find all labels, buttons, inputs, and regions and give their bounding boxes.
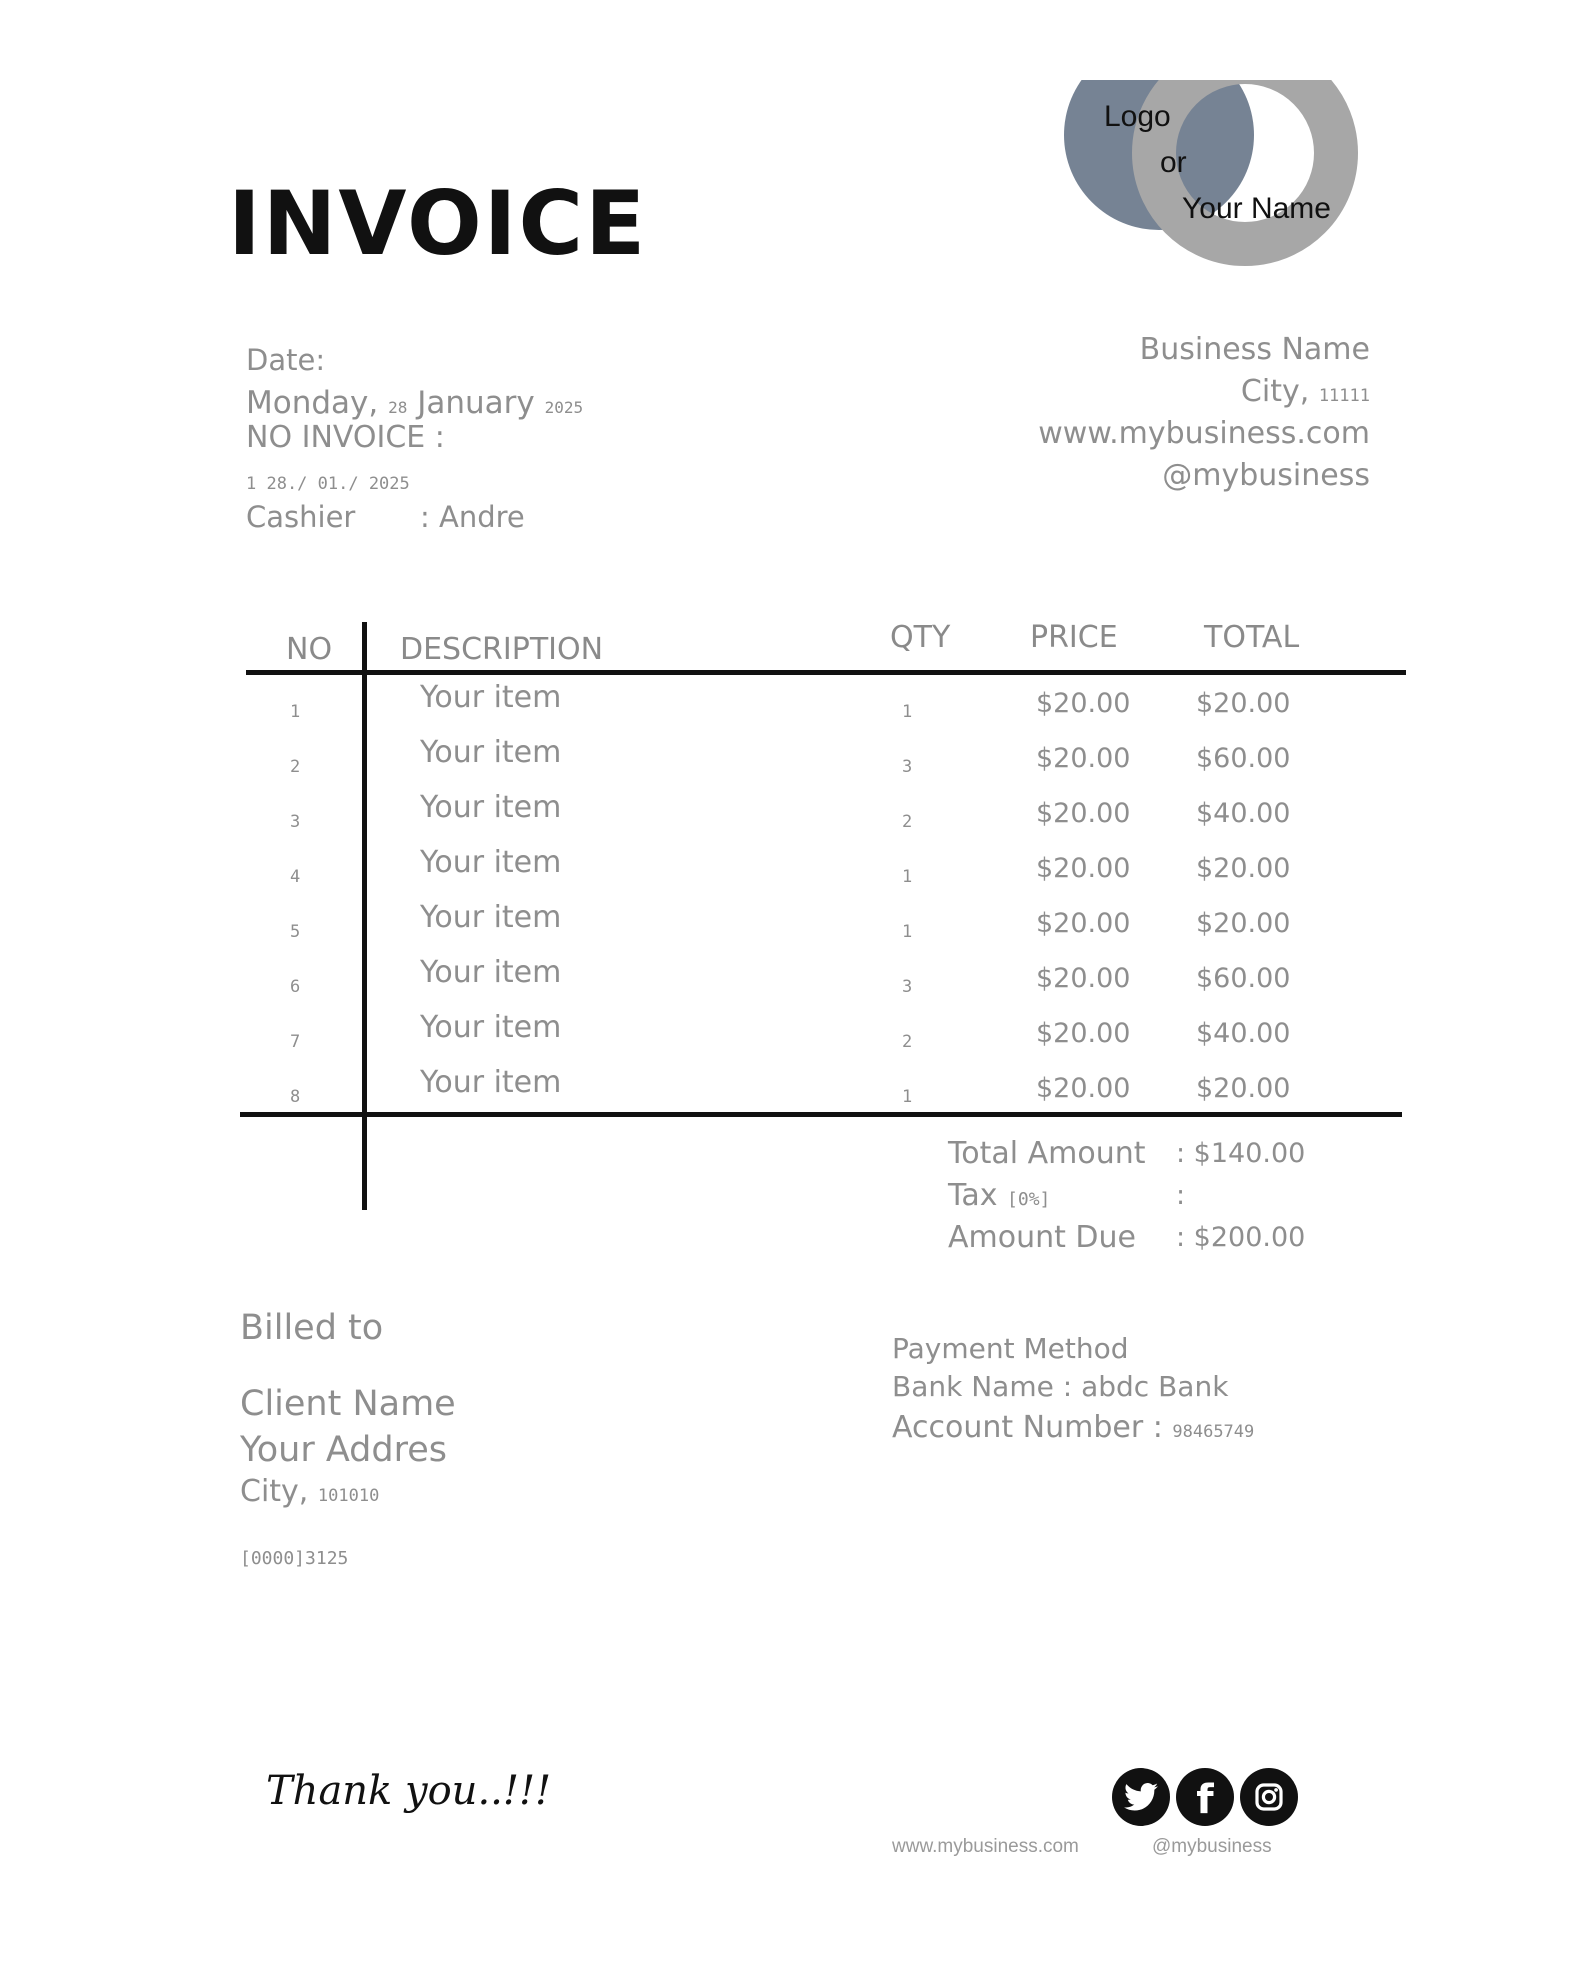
row-description: Your item xyxy=(420,1065,562,1100)
date-value xyxy=(246,385,583,421)
row-qty: 2 xyxy=(902,812,913,832)
cashier-label: Cashier xyxy=(246,500,356,534)
row-description: Your item xyxy=(420,680,562,715)
business-website: www.mybusiness.com xyxy=(1038,416,1370,451)
footer-website: www.mybusiness.com xyxy=(892,1836,1079,1857)
account-number-value: 98465749 xyxy=(1172,1422,1255,1442)
business-city xyxy=(1241,374,1370,409)
date-year: 2025 xyxy=(544,398,584,417)
row-qty: 1 xyxy=(902,922,913,942)
invoice-number-label: NO INVOICE : xyxy=(246,420,445,455)
bank-name xyxy=(892,1370,1228,1403)
logo xyxy=(1060,80,1410,320)
total-amount-label: Total Amount xyxy=(948,1136,1146,1171)
client-phone: [0000]3125 xyxy=(240,1548,349,1569)
row-no: 4 xyxy=(290,867,301,887)
tax-value: : xyxy=(1176,1180,1186,1211)
row-no: 8 xyxy=(290,1087,301,1107)
row-price: $20.00 xyxy=(1036,688,1131,719)
row-qty: 2 xyxy=(902,1032,913,1052)
col-header-price: PRICE xyxy=(1030,620,1118,655)
account-number xyxy=(892,1410,1254,1445)
table-header-rule xyxy=(246,670,1406,675)
client-address: Your Addres xyxy=(240,1430,447,1470)
row-total: $20.00 xyxy=(1196,688,1291,719)
row-price: $20.00 xyxy=(1036,853,1131,884)
business-zip: 11111 xyxy=(1318,386,1370,406)
row-total: $60.00 xyxy=(1196,963,1291,994)
row-description: Your item xyxy=(420,735,562,770)
payment-method-heading: Payment Method xyxy=(892,1332,1129,1365)
logo-text-3: Your Name xyxy=(1182,192,1331,225)
row-description: Your item xyxy=(420,845,562,880)
billed-to-heading: Billed to xyxy=(240,1308,384,1348)
row-qty: 3 xyxy=(902,977,913,997)
thank-you-note: Thank you..!!! xyxy=(266,1768,552,1814)
table-row xyxy=(0,790,1588,845)
row-no: 2 xyxy=(290,757,301,777)
business-handle: @mybusiness xyxy=(1162,458,1370,493)
total-amount-value: : $140.00 xyxy=(1176,1138,1306,1169)
row-total: $20.00 xyxy=(1196,853,1291,884)
logo-text-1: Logo xyxy=(1104,100,1171,133)
row-description: Your item xyxy=(420,790,562,825)
table-row xyxy=(0,845,1588,900)
col-header-description: DESCRIPTION xyxy=(400,632,604,667)
row-description: Your item xyxy=(420,1010,562,1045)
row-price: $20.00 xyxy=(1036,908,1131,939)
footer-handle: @mybusiness xyxy=(1152,1836,1272,1857)
bank-name-label: Bank Name : xyxy=(892,1370,1073,1403)
col-header-qty: QTY xyxy=(890,620,951,655)
row-no: 5 xyxy=(290,922,301,942)
row-no: 1 xyxy=(290,702,301,722)
row-total: $20.00 xyxy=(1196,908,1291,939)
business-name: Business Name xyxy=(1139,332,1370,367)
tax-label xyxy=(948,1178,1050,1213)
row-qty: 3 xyxy=(902,757,913,777)
row-price: $20.00 xyxy=(1036,963,1131,994)
row-total: $20.00 xyxy=(1196,1073,1291,1104)
invoice-number: 1 28./ 01./ 2025 xyxy=(246,474,410,494)
row-description: Your item xyxy=(420,955,562,990)
date-dd: 28 xyxy=(388,398,408,417)
amount-due-value: : $200.00 xyxy=(1176,1222,1306,1253)
social-icons xyxy=(1112,1768,1298,1826)
row-qty: 1 xyxy=(902,1087,913,1107)
tax-rate: [0%] xyxy=(1007,1189,1051,1210)
client-zip: 101010 xyxy=(317,1486,380,1506)
date-day: Monday, xyxy=(246,385,379,421)
client-city-name: City, xyxy=(240,1474,309,1509)
table-row xyxy=(0,1010,1588,1065)
facebook-icon[interactable]: f xyxy=(1176,1768,1234,1826)
row-price: $20.00 xyxy=(1036,1073,1131,1104)
row-price: $20.00 xyxy=(1036,1018,1131,1049)
row-description: Your item xyxy=(420,900,562,935)
row-qty: 1 xyxy=(902,702,913,722)
client-city xyxy=(240,1474,379,1509)
row-price: $20.00 xyxy=(1036,798,1131,829)
row-total: $40.00 xyxy=(1196,798,1291,829)
date-label: Date: xyxy=(246,343,326,377)
table-row xyxy=(0,900,1588,955)
cashier-value: : Andre xyxy=(420,500,525,534)
amount-due-label: Amount Due xyxy=(948,1220,1136,1255)
col-header-total: TOTAL xyxy=(1204,620,1300,655)
row-qty: 1 xyxy=(902,867,913,887)
table-row xyxy=(0,955,1588,1010)
row-no: 6 xyxy=(290,977,301,997)
bank-name-value: abdc Bank xyxy=(1081,1370,1229,1403)
date-month: January xyxy=(417,385,535,421)
business-city-name: City, xyxy=(1240,374,1310,409)
invoice-title: INVOICE xyxy=(228,172,648,275)
col-header-no: NO xyxy=(286,632,333,667)
logo-text-2: or xyxy=(1160,146,1187,179)
instagram-icon[interactable] xyxy=(1240,1768,1298,1826)
table-row xyxy=(0,1065,1588,1120)
tax-label-text: Tax xyxy=(948,1178,998,1213)
table-row xyxy=(0,680,1588,735)
account-number-label: Account Number : xyxy=(892,1410,1163,1445)
row-total: $60.00 xyxy=(1196,743,1291,774)
row-no: 3 xyxy=(290,812,301,832)
client-name: Client Name xyxy=(240,1384,456,1424)
row-total: $40.00 xyxy=(1196,1018,1291,1049)
row-no: 7 xyxy=(290,1032,301,1052)
twitter-icon[interactable] xyxy=(1112,1768,1170,1826)
row-price: $20.00 xyxy=(1036,743,1131,774)
table-row xyxy=(0,735,1588,790)
